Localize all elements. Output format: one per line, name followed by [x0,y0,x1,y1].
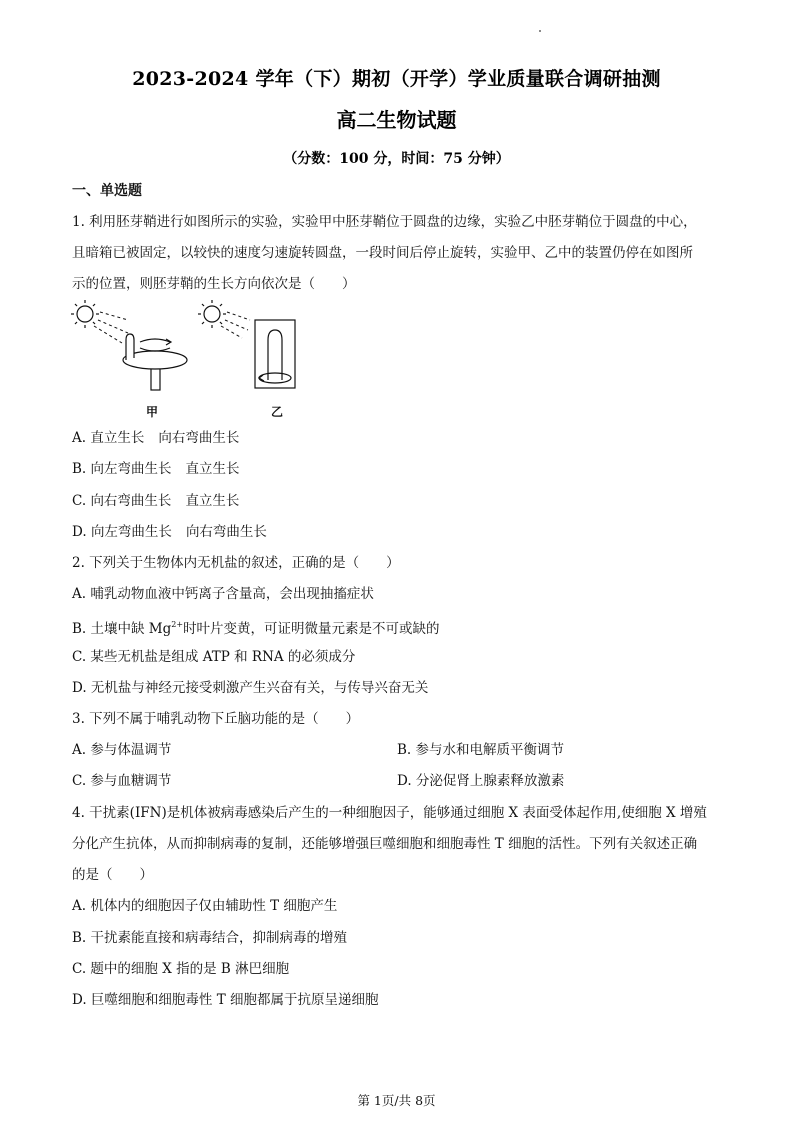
q1-option-b[interactable] [72,459,240,479]
option-letter: C. [72,493,87,509]
q1-option-d[interactable] [72,522,267,542]
option-text: 向右弯曲生长 [185,524,267,540]
option-text: 直立生长 [185,461,240,477]
q1-option-a[interactable] [72,428,239,448]
light-rays [94,312,128,343]
q3-option-a[interactable]: A. 参与体温调节 [72,742,172,758]
sun-icon [198,300,226,328]
q4-option-a[interactable]: A. 机体内的细胞因子仅由辅助性 T 细胞产生 [72,898,338,914]
sun-icon [71,300,99,328]
q1-stem-line-1: 1. 利用胚芽鞘进行如图所示的实验，实验甲中胚芽鞘位于圆盘的边缘，实验乙中胚芽鞘位于圆盘的中心， [72,214,697,230]
q2-option-b[interactable] [72,615,440,639]
q3-option-c[interactable]: C. 参与血糖调节 [72,773,172,789]
figure-label-a: 甲 [146,405,159,419]
option-text: 向左弯曲生长 [90,461,172,477]
option-letter: D. [72,524,87,540]
section-heading: 一、单选题 [72,183,142,199]
dark-box-b [255,320,295,388]
exam-title: 2023-2024 学年（下）期初（开学）学业质量联合调研抽测 [132,68,661,90]
exam-info: （分数：100 分，时间：75 分钟） [283,151,510,167]
q1-option-c[interactable] [72,491,239,511]
option-letter: B. [72,461,87,477]
q4-stem-line-2: 分化产生抗体，从而抑制病毒的复制，还能够增强巨噬细胞和细胞毒性 T 细胞的活性。下列有关叙述正确 [72,836,698,852]
q2-option-c[interactable]: C. 某些无机盐是组成 ATP 和 RNA 的必须成分 [72,649,356,665]
q3-stem: 3. 下列不属于哺乳动物下丘脑功能的是（ ） [72,711,360,727]
option-text: 直立生长 [90,430,145,446]
option-text: 直立生长 [185,493,240,509]
q4-option-b[interactable]: B. 干扰素能直接和病毒结合，抑制病毒的增殖 [72,930,348,946]
q2-option-d[interactable]: D. 无机盐与神经元接受刺激产生兴奋有关，与传导兴奋无关 [72,680,429,696]
option-text: B. 土壤中缺 Mg [72,621,172,637]
light-rays [221,312,250,338]
option-text: 向左弯曲生长 [90,524,172,540]
q2-option-a[interactable]: A. 哺乳动物血液中钙离子含量高，会出现抽搐症状 [72,586,374,602]
figure-label-b: 乙 [271,405,284,419]
q1-stem-line-3: 示的位置，则胚芽鞘的生长方向依次是（ ） [72,276,356,292]
option-text: 向右弯曲生长 [90,493,172,509]
q3-option-b[interactable]: B. 参与水和电解质平衡调节 [397,742,565,758]
coleoptile-figure [70,298,310,398]
q2-stem: 2. 下列关于生物体内无机盐的叙述，正确的是（ ） [72,555,400,571]
superscript: 2+ [171,620,184,629]
q3-option-d[interactable]: D. 分泌促肾上腺素释放激素 [397,773,565,789]
page-number: 第 1页/共 8页 [357,1093,436,1108]
q4-stem-line-3: 的是（ ） [72,867,153,883]
option-text: 时叶片变黄，可证明微量元素是不可或缺的 [183,621,440,637]
exam-subtitle: 高二生物试题 [336,108,457,132]
q4-option-c[interactable]: C. 题中的细胞 X 指的是 B 淋巴细胞 [72,961,290,977]
q1-stem-line-2: 且暗箱已被固定，以较快的速度匀速旋转圆盘，一段时间后停止旋转，实验甲、乙中的装置仍停在如图所 [72,245,693,261]
option-text: 向右弯曲生长 [158,430,240,446]
scan-dot [539,30,541,32]
rotating-disc-a [123,334,187,390]
q4-stem-line-1: 4. 干扰素(IFN)是机体被病毒感染后产生的一种细胞因子，能够通过细胞 X 表面受体起作用,使细胞 X 增殖 [72,805,707,821]
q4-option-d[interactable]: D. 巨噬细胞和细胞毒性 T 细胞都属于抗原呈递细胞 [72,992,379,1008]
option-letter: A. [72,430,87,446]
